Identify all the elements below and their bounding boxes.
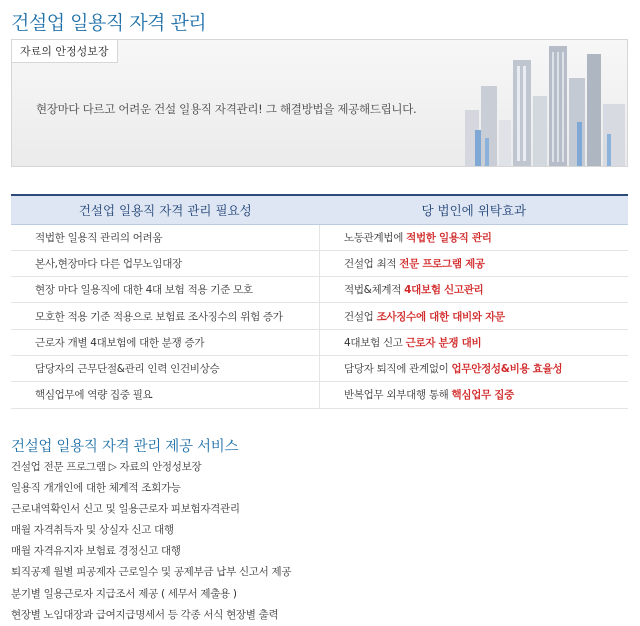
effect-text: 노동관계법에 [344,231,407,244]
effect-highlight: 적법한 일용직 관리 [406,231,492,244]
list-item: 건설업 전문 프로그램 ▷ 자료의 안정성보장 [11,461,202,473]
services-list [11,457,291,626]
effect-text: 반복업무 외부대행 통해 [344,389,452,402]
need-cell: 현장 마다 일용직에 대한 4대 보험 적용 기준 모호 [11,277,320,303]
table-row [11,382,628,408]
effect-text: 4대보험 신고 [344,336,406,349]
table-header-need: 건설업 일용직 자격 관리 필요성 [11,195,320,224]
need-cell: 근로자 개별 4대보험에 대한 분쟁 증가 [11,329,320,355]
table-row [11,250,628,276]
banner-text: 현장마다 다르고 어려운 건설 일용직 자격관리! 그 해결방법을 제공해드립니다. [36,102,417,116]
effect-text: 건설업 최적 [344,257,400,270]
list-item: 현장별 노임대장과 급여지급명세서 등 각종 서식 현장별 출력 [11,608,279,621]
effect-highlight: 핵심업무 집중 [451,389,514,402]
table-row [11,303,628,329]
need-cell: 모호한 적용 기준 적용으로 보험료 조사징수의 위험 증가 [11,303,320,329]
list-item: 매월 자격유지자 보험료 경정신고 대행 [11,545,181,558]
effect-highlight: 전문 프로그램 제공 [399,257,485,270]
banner-tag: 자료의 안정성보장 [12,40,118,63]
list-item: 근로내역확인서 신고 및 일용근로자 피보험자격관리 [11,503,240,516]
effect-cell [320,250,629,276]
table-row [11,355,628,381]
table-row [11,277,628,303]
intro-banner [11,39,628,167]
list-item: 퇴직공제 월별 피공제자 근로일수 및 공제부금 납부 신고서 제공 [11,566,292,579]
effect-cell [320,382,629,408]
effect-highlight: 업무안정성&비용 효율성 [451,363,563,376]
effect-text: 건설업 [344,310,377,323]
need-cell: 본사,현장마다 다른 업무노임대장 [11,250,320,276]
need-cell: 핵심업무에 역량 집중 필요 [11,382,320,408]
need-cell: 적법한 일용직 관리의 어려움 [11,224,320,250]
effect-cell [320,303,629,329]
effect-highlight: 조사징수에 대한 대비와 자문 [376,310,505,323]
list-item: 분기별 일용근로자 지급조서 제공 ( 세무서 제출용 ) [11,587,237,600]
effect-cell [320,329,629,355]
list-item: 매월 자격취득자 및 상실자 신고 대행 [11,524,174,537]
benefit-table [11,194,628,409]
need-cell: 담당자의 근무단절&관리 인력 인건비상승 [11,355,320,381]
effect-highlight: 4대보험 신고관리 [404,284,484,297]
services-section-title: 건설업 일용직 자격 관리 제공 서비스 [11,439,239,455]
effect-cell [320,224,629,250]
table-row [11,329,628,355]
effect-cell [320,355,629,381]
table-row [11,224,628,250]
effect-cell [320,277,629,303]
effect-text: 적법&체계적 [344,284,405,297]
effect-text: 담당자 퇴직에 관계없이 [344,363,452,376]
page-title: 건설업 일용직 자격 관리 [11,12,207,34]
table-header-effect: 당 법인에 위탁효과 [320,195,629,224]
city-buildings-illustration [457,38,627,166]
list-item: 일용직 개개인에 대한 체계적 조회가능 [11,482,181,495]
effect-highlight: 근로자 분쟁 대비 [405,336,482,349]
